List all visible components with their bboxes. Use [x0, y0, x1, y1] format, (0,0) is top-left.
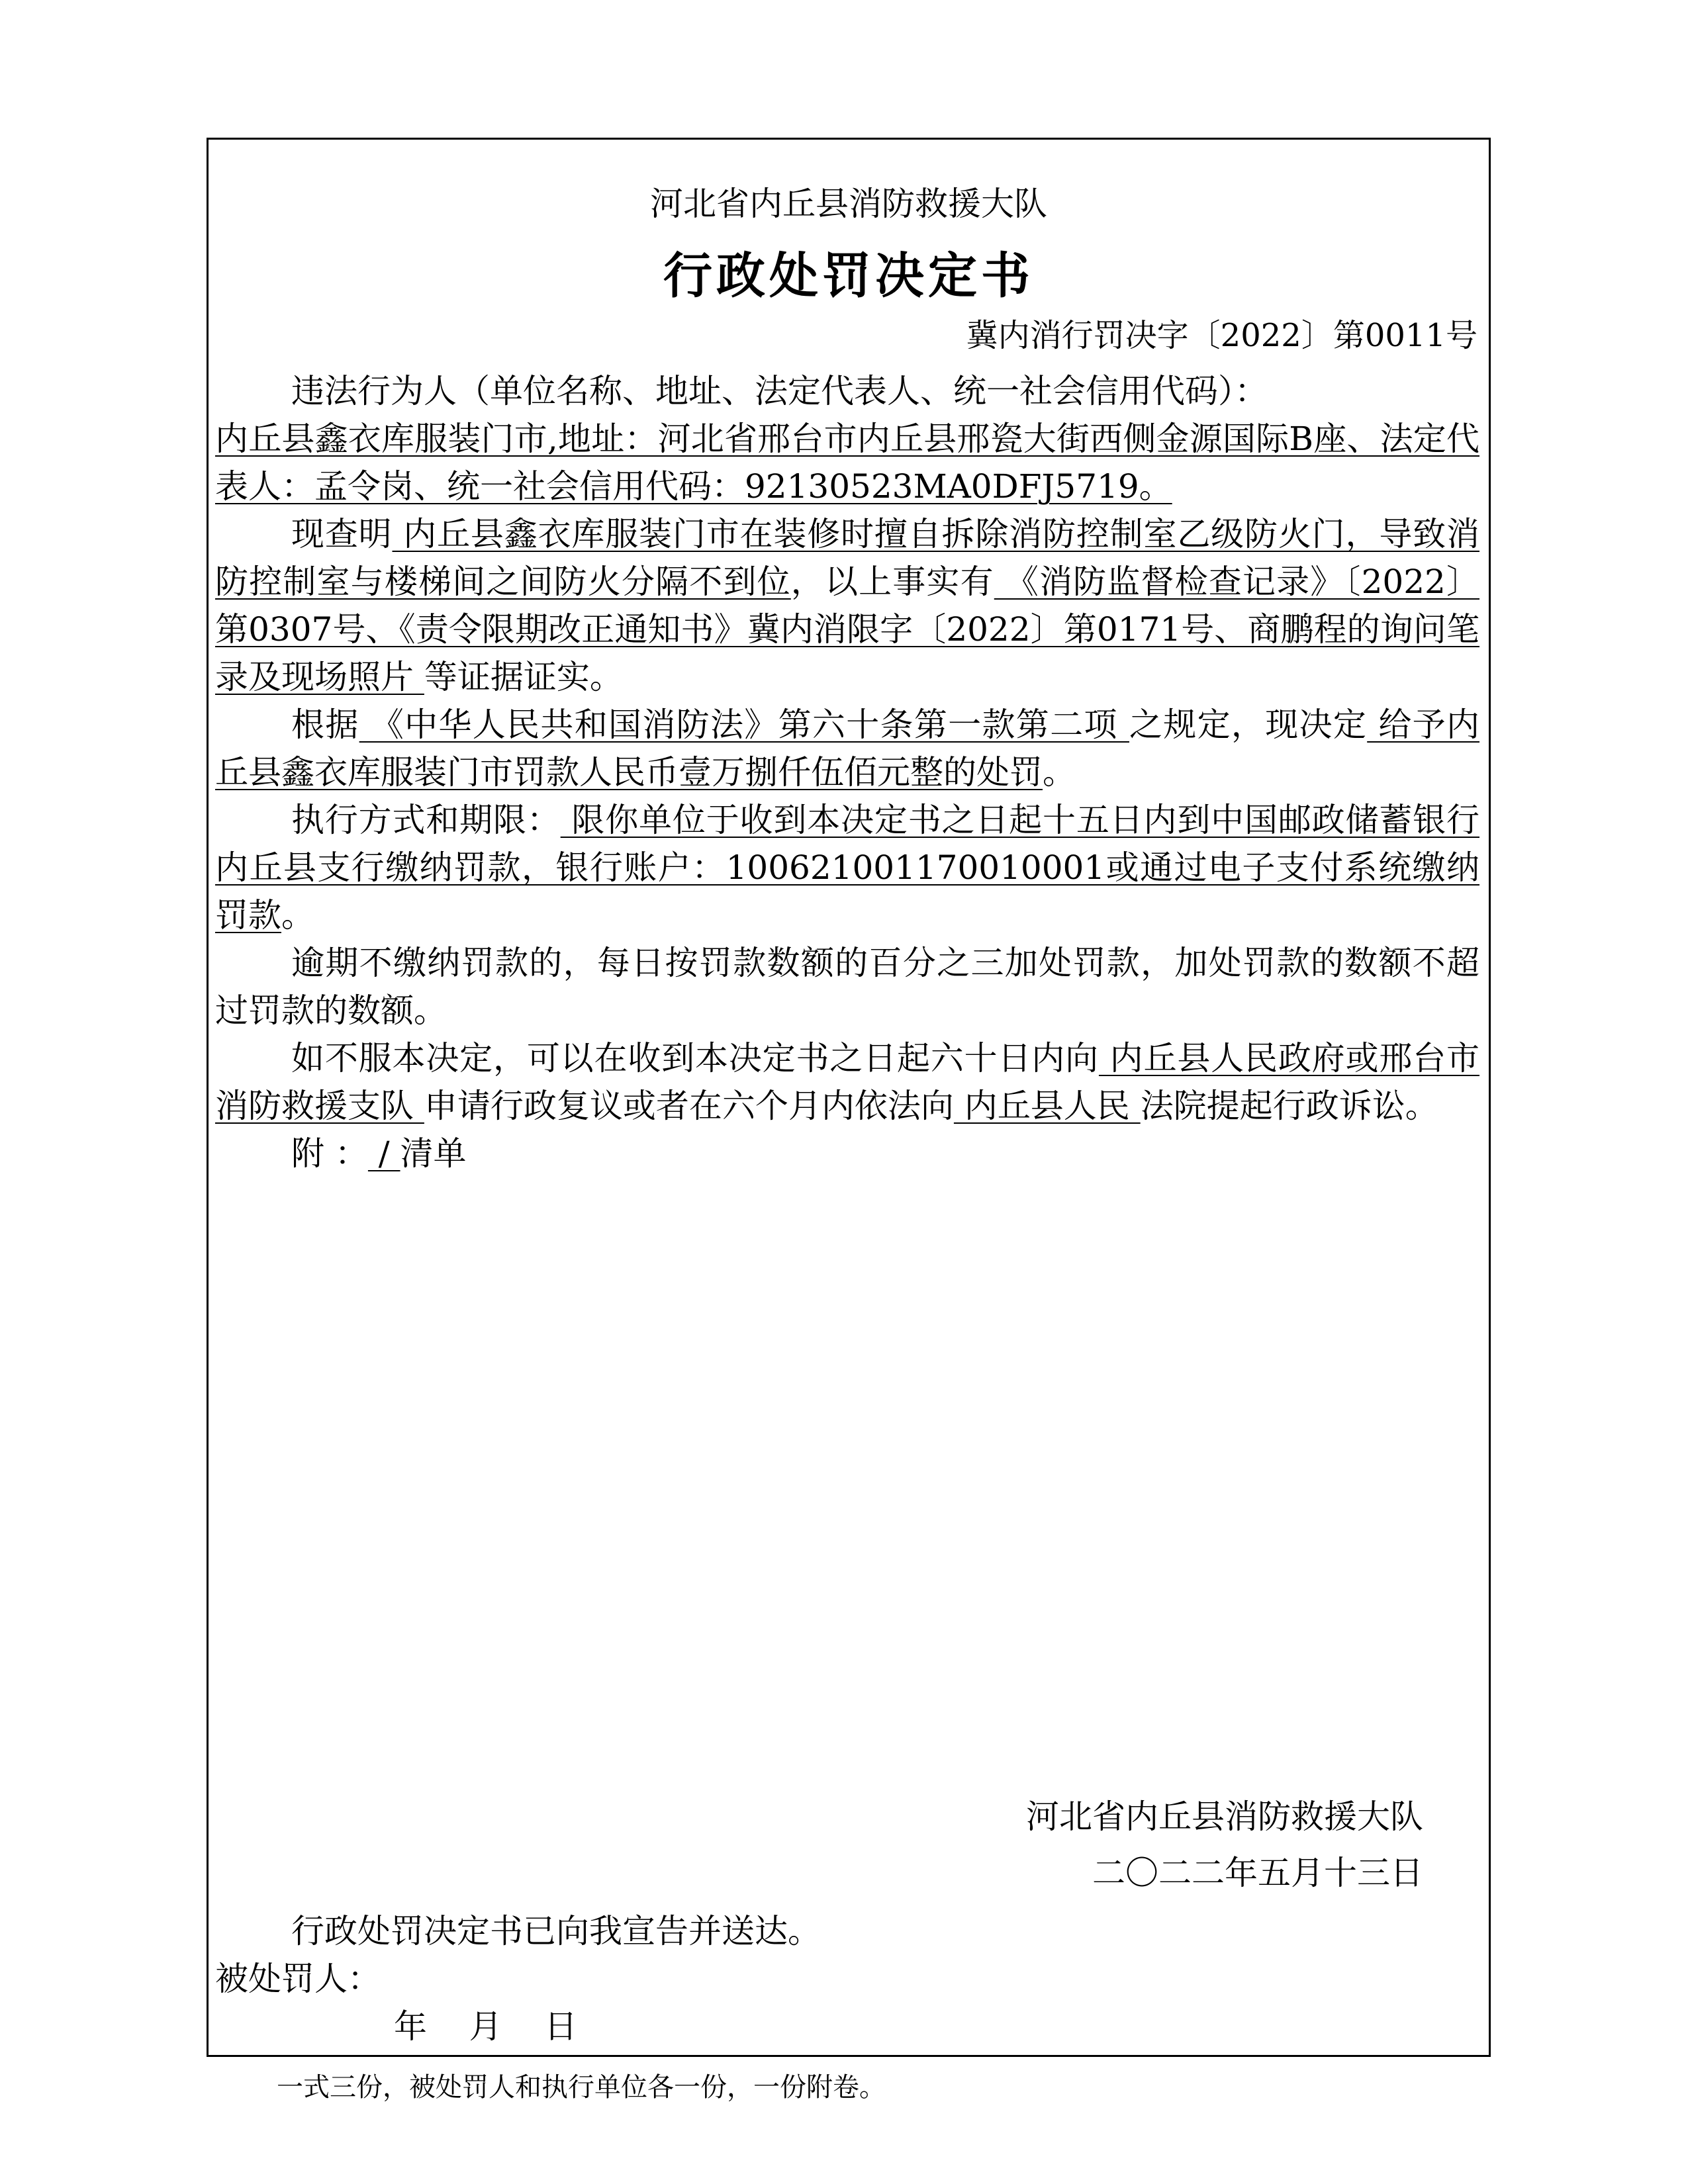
facts-mid: ，以上事实有	[790, 563, 994, 601]
document-title: 行政处罚决定书	[663, 248, 1034, 304]
appeal-lead: 如不服本决定，可以在收到本决定书之日起六十日内向	[291, 1039, 1099, 1077]
appeal-mid: 申请行政复议或者在六个月内依法向	[424, 1087, 954, 1125]
punished-party-label: 被处罚人：	[215, 1960, 381, 1998]
facts-lead: 现查明	[291, 515, 393, 553]
document-number: 冀内消行罚决字〔2022〕第0011号	[966, 317, 1477, 354]
copies-note: 一式三份，被处罚人和执行单位各一份，一份附卷。	[277, 2072, 886, 2103]
execution-paragraph	[215, 796, 1479, 939]
appeal-court: 内丘县人民	[953, 1087, 1141, 1125]
basis-paragraph	[215, 701, 1479, 796]
party-info	[215, 415, 1479, 510]
basis-law: 《中华人民共和国消防法》第六十条第一款第二项	[359, 705, 1129, 744]
document-body	[215, 367, 1479, 1177]
attachment-line	[215, 1130, 1479, 1177]
receipt-date-blank: 年 月 日	[394, 2007, 578, 2046]
appeal-paragraph	[215, 1034, 1479, 1130]
facts-paragraph	[215, 510, 1479, 701]
attachment-value: /	[367, 1134, 400, 1173]
basis-tail: 。	[1043, 753, 1076, 792]
issuing-organization: 河北省内丘县消防救援大队	[650, 185, 1047, 223]
signature-organization: 河北省内丘县消防救援大队	[1026, 1797, 1423, 1836]
basis-lead: 根据	[291, 705, 359, 744]
basis-decision: 给予内丘县鑫衣库服装门市罚款人民币壹万捌仟伍佰元整的处罚	[215, 705, 1480, 792]
party-label: 违法行为人（单位名称、地址、法定代表人、统一社会信用代码）：	[291, 372, 1268, 410]
signature-date: 二〇二二年五月十三日	[1092, 1854, 1423, 1892]
attachment-tail: 清单	[400, 1134, 467, 1173]
facts-evidence: 《消防监督检查记录》〔2022〕第0307号、《责令限期改正通知书》冀内消限字〔2022〕第0171号、商鹏程的询问笔录及现场照片	[215, 563, 1480, 696]
receipt-statement: 行政处罚决定书已向我宣告并送达。	[291, 1912, 821, 1950]
facts-finding: 内丘县鑫衣库服装门市在装修时擅自拆除消防控制室乙级防火门，导致消防控制室与楼梯间之间防火分隔不到位	[215, 515, 1479, 601]
facts-tail: 等证据证实。	[424, 658, 623, 696]
attachment-lead: 附 ：	[291, 1134, 368, 1173]
execution-detail: 限你单位于收到本决定书之日起十五日内到中国邮政储蓄银行内丘县支行缴纳罚款，银行账户：100621001170010001或通过电子支付系统缴纳罚款	[215, 801, 1479, 934]
appeal-review-body: 内丘县人民政府或邢台市消防救援支队	[215, 1039, 1479, 1125]
appeal-tail: 法院提起行政诉讼。	[1140, 1087, 1438, 1125]
execution-lead: 执行方式和期限：	[291, 801, 561, 839]
basis-mid: 之规定，现决定	[1129, 705, 1368, 744]
late-payment-paragraph: 逾期不缴纳罚款的，每日按罚款数额的百分之三加处罚款，加处罚款的数额不超过罚款的数额。	[215, 944, 1479, 1030]
party-value: 内丘县鑫衣库服装门市,地址：河北省邢台市内丘县邢瓷大街西侧金源国际B座、法定代表人：孟令岗、统一社会信用代码：92130523MA0DFJ5719。	[215, 420, 1479, 506]
execution-tail: 。	[281, 896, 314, 934]
